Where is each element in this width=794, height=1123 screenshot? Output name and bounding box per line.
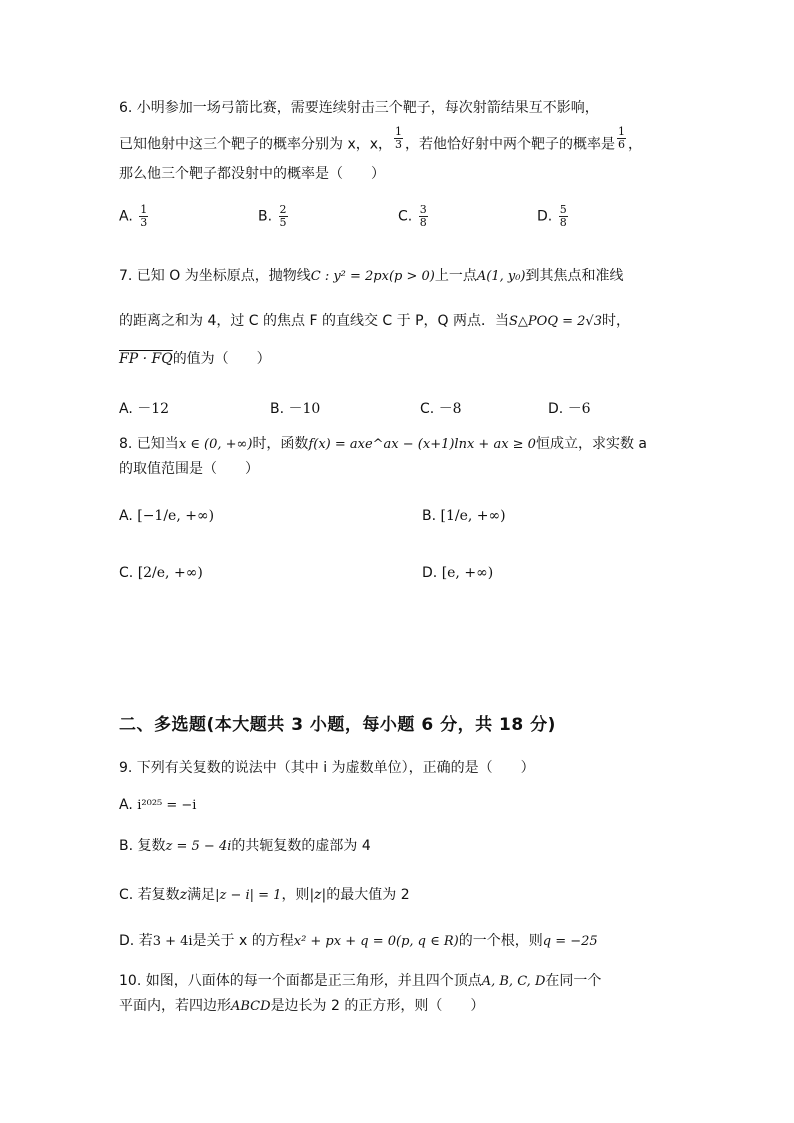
q8-option-c-label: C. bbox=[119, 565, 134, 581]
q9-option-d-q: q = −25 bbox=[542, 934, 598, 949]
q9-option-b-text-a: 复数 bbox=[137, 838, 166, 854]
q9-option-c-abs: |z| bbox=[309, 887, 327, 903]
q9-option-c-z: z bbox=[179, 887, 188, 903]
q7-line1-text-a: 7. 已知 O 为坐标原点，抛物线 bbox=[119, 268, 311, 284]
q9-option-c[interactable] bbox=[119, 885, 410, 906]
q8-line2: 的取值范围是（ ） bbox=[119, 461, 259, 477]
q9-option-b-text-b: 的共轭复数的虚部为 4 bbox=[231, 838, 371, 854]
q7-option-a-value: －12 bbox=[137, 401, 170, 417]
q9-option-b-label: B. bbox=[119, 838, 134, 854]
q6-option-c-label: C. bbox=[398, 208, 413, 225]
q9-option-a-expr: i²⁰²⁵ = −i bbox=[137, 798, 197, 813]
q6-line2-text-c: ， bbox=[628, 136, 643, 153]
q8-option-a-value: [−1/e, +∞) bbox=[137, 508, 215, 524]
q9-option-c-text-c: ，则 bbox=[281, 887, 310, 903]
q8-line1-text-b: 时，函数 bbox=[252, 436, 309, 452]
q7-parabola-expr: C : y² = 2px(p > 0) bbox=[310, 269, 435, 284]
q6-option-a-label: A. bbox=[119, 208, 133, 225]
q7-option-c-value: －8 bbox=[438, 401, 462, 417]
q9-option-d-label: D. bbox=[119, 933, 135, 949]
q8-option-c[interactable] bbox=[119, 565, 203, 581]
q7-option-b-label: B. bbox=[270, 401, 285, 417]
q6-fraction-sixth: $\frac{1}{6}$ bbox=[618, 125, 626, 151]
q9-option-b-expr: z = 5 − 4i bbox=[165, 839, 232, 854]
q8-option-a-label: A. bbox=[119, 508, 133, 524]
q9-option-d-text-a: 若 bbox=[138, 933, 153, 949]
q6-option-c[interactable] bbox=[398, 204, 430, 229]
q9-option-d-root: 3 + 4i bbox=[152, 934, 193, 949]
q10-line1-text-a: 10. 如图，八面体的每一个面都是正三角形，并且四个顶点 bbox=[119, 973, 482, 989]
q8-option-c-value: [2/e, +∞) bbox=[137, 565, 203, 581]
q10-line1-text-b: 在同一个 bbox=[545, 973, 602, 989]
q6-option-b-fraction: $\frac{2}{5}$ bbox=[279, 203, 287, 229]
q8-option-b[interactable] bbox=[422, 508, 506, 524]
q8-option-b-value: [1/e, +∞) bbox=[440, 508, 506, 524]
q7-line2 bbox=[119, 311, 630, 332]
q6-option-b[interactable] bbox=[258, 204, 290, 229]
q6-line2 bbox=[119, 125, 643, 157]
q7-line1 bbox=[119, 266, 623, 287]
q9-option-a-label: A. bbox=[119, 797, 133, 813]
q6-line2-text-b: ，若他恰好射中两个靶子的概率是 bbox=[405, 136, 616, 153]
q9-option-d-text-c: 的一个根，则 bbox=[458, 933, 543, 949]
q9-option-c-expr: |z − i| = 1 bbox=[215, 888, 282, 903]
q10-line2 bbox=[119, 996, 484, 1017]
q9-option-c-label: C. bbox=[119, 887, 134, 903]
q7-line1-text-b: 上一点 bbox=[434, 268, 477, 284]
q10-line2-text-a: 平面内，若四边形 bbox=[119, 998, 231, 1014]
q9-option-d[interactable] bbox=[119, 931, 598, 952]
q7-area-expr: S△POQ = 2√3 bbox=[509, 314, 602, 329]
q6-option-d-label: D. bbox=[537, 208, 553, 225]
q7-option-d[interactable] bbox=[548, 398, 591, 418]
q7-option-c-label: C. bbox=[420, 401, 435, 417]
q7-line2-text-b: 时， bbox=[601, 313, 630, 329]
q10-line1 bbox=[119, 971, 601, 992]
q9-option-c-text-b: 满足 bbox=[187, 887, 216, 903]
q8-line1 bbox=[119, 434, 647, 455]
q7-option-d-label: D. bbox=[548, 401, 564, 417]
q6-line3: 那么他三个靶子都没射中的概率是（ ） bbox=[119, 166, 385, 182]
q7-vectors-expr: FP · FQ bbox=[119, 351, 173, 367]
q7-line3-text: 的值为（ ） bbox=[172, 351, 271, 367]
q7-line3 bbox=[119, 349, 271, 369]
q7-option-b-value: －10 bbox=[288, 401, 321, 417]
q8-option-b-label: B. bbox=[422, 508, 437, 524]
q7-point-expr: A(1, y₀) bbox=[476, 269, 526, 284]
q9-option-d-equation: x² + px + q = 0(p, q ∈ R) bbox=[293, 934, 459, 949]
q6-line2-text-a: 已知他射中这三个靶子的概率分别为 x，x， bbox=[119, 136, 393, 153]
q9-option-b[interactable] bbox=[119, 836, 371, 857]
q7-option-a-label: A. bbox=[119, 401, 133, 417]
q6-option-a[interactable] bbox=[119, 204, 150, 229]
q8-option-d-value: [e, +∞) bbox=[441, 565, 494, 581]
q10-line2-text-b: 是边长为 2 的正方形，则（ ） bbox=[270, 998, 485, 1014]
q6-option-c-fraction: $\frac{3}{8}$ bbox=[419, 203, 427, 229]
q7-line2-text-a: 的距离之和为 4，过 C 的焦点 F 的直线交 C 于 P，Q 两点．当 bbox=[119, 313, 510, 329]
q8-option-a[interactable] bbox=[119, 508, 214, 524]
q10-quadrilateral: ABCD bbox=[231, 999, 271, 1014]
q6-line1: 6. 小明参加一场弓箭比赛，需要连续射击三个靶子，每次射箭结果互不影响， bbox=[119, 100, 599, 116]
section2-heading: 二、多选题(本大题共 3 小题，每小题 6 分，共 18 分) bbox=[119, 715, 556, 735]
q8-option-d-label: D. bbox=[422, 565, 438, 581]
q6-option-d-fraction: $\frac{5}{8}$ bbox=[559, 203, 567, 229]
q9-option-d-text-b: 是关于 x 的方程 bbox=[192, 933, 294, 949]
q7-option-c[interactable] bbox=[420, 398, 462, 418]
q8-function-expr: f(x) = axe^ax − (x+1)lnx + ax ≥ 0 bbox=[308, 437, 536, 452]
q6-option-d[interactable] bbox=[537, 204, 570, 229]
q9-option-c-text-a: 若复数 bbox=[137, 887, 180, 903]
q7-line1-text-c: 到其焦点和准线 bbox=[525, 268, 624, 284]
q6-fraction-third: $\frac{1}{3}$ bbox=[395, 125, 403, 151]
q8-line1-text-a: 8. 已知当 bbox=[119, 436, 179, 452]
q6-option-a-fraction: $\frac{1}{3}$ bbox=[140, 203, 148, 229]
q8-option-d[interactable] bbox=[422, 565, 493, 581]
q8-line1-text-c: 恒成立，求实数 a bbox=[535, 436, 647, 452]
q7-option-b[interactable] bbox=[270, 398, 320, 418]
q7-option-a[interactable] bbox=[119, 398, 169, 418]
q7-option-d-value: －6 bbox=[567, 401, 591, 417]
q9-option-c-text-d: 的最大值为 2 bbox=[326, 887, 410, 903]
q9-option-a[interactable] bbox=[119, 795, 196, 816]
q9-line1: 9. 下列有关复数的说法中（其中 i 为虚数单位），正确的是（ ） bbox=[119, 760, 535, 776]
q6-option-b-label: B. bbox=[258, 208, 273, 225]
q8-domain-expr: x ∈ (0, +∞) bbox=[178, 437, 253, 452]
q10-vertices: A, B, C, D bbox=[481, 974, 546, 989]
